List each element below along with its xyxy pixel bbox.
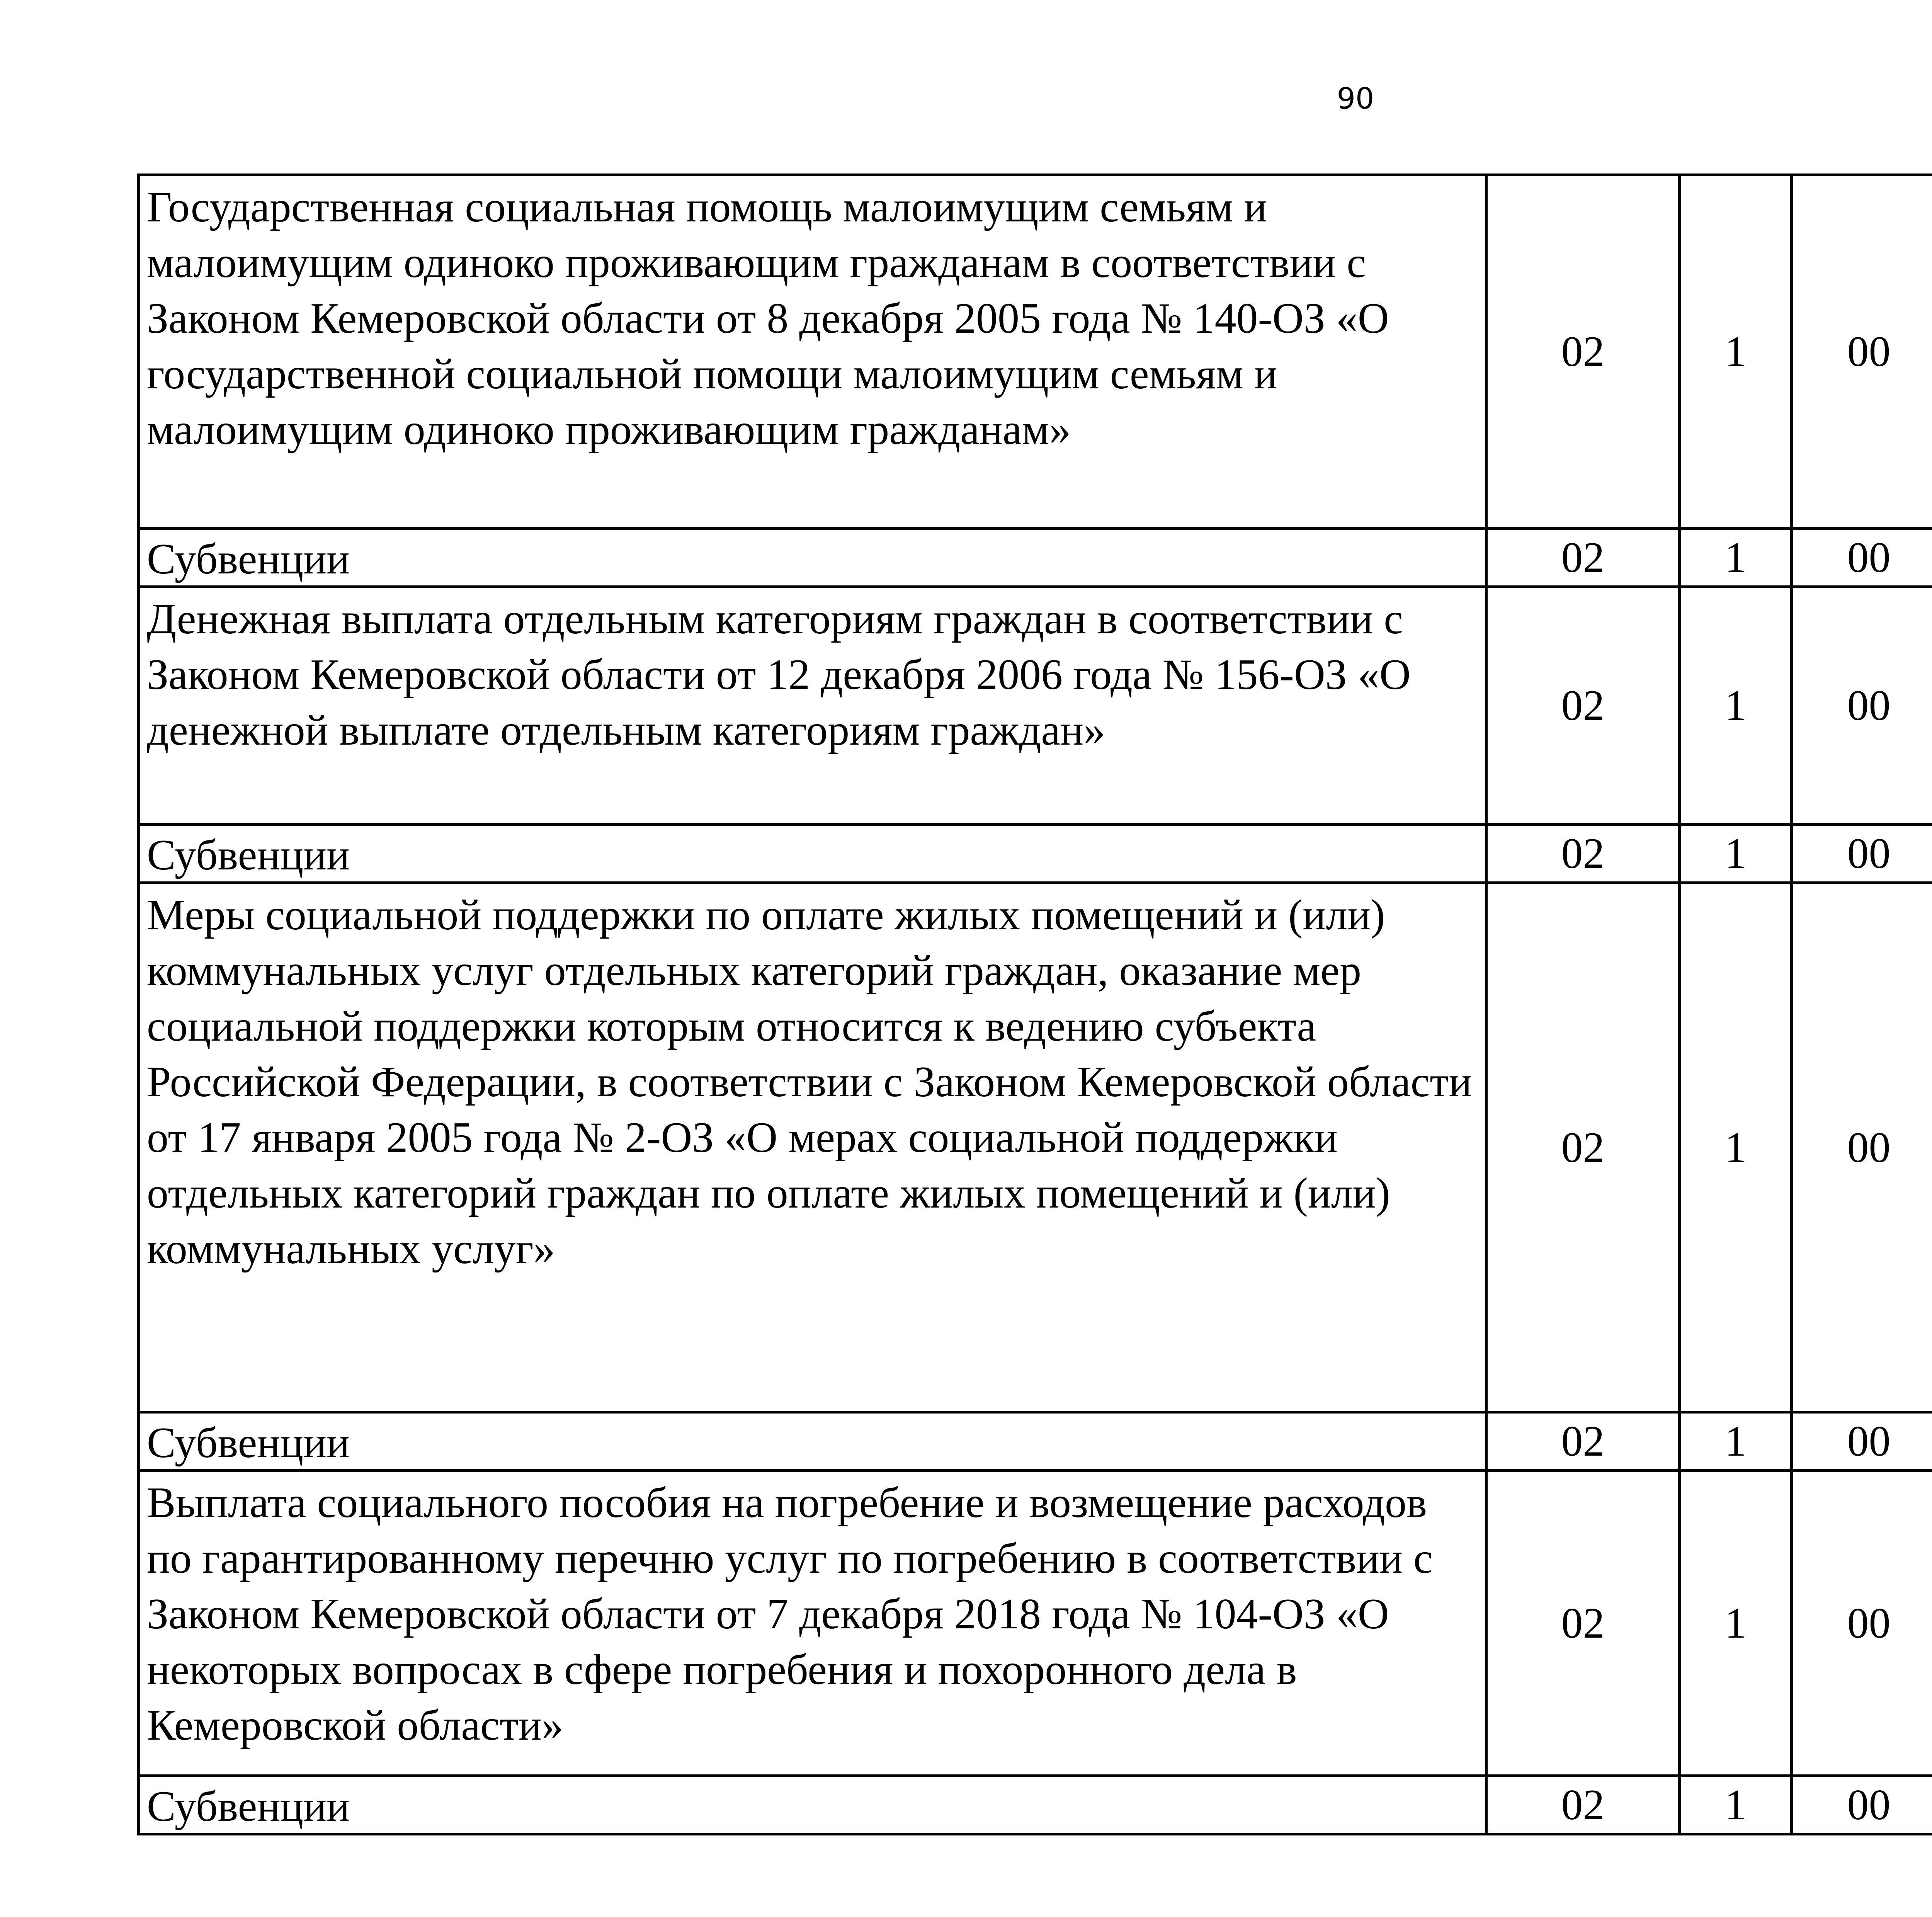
table-row — [139, 587, 1932, 825]
main-activity-code: 00 — [1792, 883, 1932, 1412]
program-code: 02 — [1486, 175, 1680, 529]
page-number: 90 — [1337, 81, 1374, 116]
table-row — [139, 1776, 1932, 1834]
table-row — [139, 529, 1932, 587]
subprogram-code: 1 — [1680, 1412, 1792, 1471]
main-activity-code: 00 — [1792, 1776, 1932, 1834]
main-activity-code: 00 — [1792, 529, 1932, 587]
subprogram-code: 1 — [1680, 825, 1792, 883]
row-name: Денежная выплата отдельным категориям граждан в соответствии с Законом Кемеровской области от 12 декабря 2006 года № 156-ОЗ «О денежной выплате отдельным категориям граждан» — [139, 587, 1486, 825]
subprogram-code: 1 — [1680, 1776, 1792, 1834]
program-code: 02 — [1486, 883, 1680, 1412]
subprogram-code: 1 — [1680, 1471, 1792, 1776]
main-activity-code: 00 — [1792, 825, 1932, 883]
row-name: Субвенции — [139, 825, 1486, 883]
main-activity-code: 00 — [1792, 587, 1932, 825]
table-row — [139, 883, 1932, 1412]
budget-table — [137, 173, 1932, 1835]
row-name: Государственная социальная помощь малоимущим семьям и малоимущим одиноко проживающим гражданам в соответствии с Законом Кемеровской области от 8 декабря 2005 года № 140-ОЗ «О государственной социальной помощи малоимущим семьям и малоимущим одиноко проживающим гражданам» — [139, 175, 1486, 529]
subprogram-code: 1 — [1680, 883, 1792, 1412]
main-activity-code: 00 — [1792, 175, 1932, 529]
row-name: Меры социальной поддержки по оплате жилых помещений и (или) коммунальных услуг отдельных категорий граждан, оказание мер социальной поддержки которым относится к ведению субъекта Российской Федерации, в соответствии с Законом Кемеровской области от 17 января 2005 года № 2-ОЗ «О мерах социальной поддержки отдельных категорий граждан по оплате жилых помещений и (или) коммунальных услуг» — [139, 883, 1486, 1412]
table-row — [139, 175, 1932, 529]
row-name: Субвенции — [139, 529, 1486, 587]
subprogram-code: 1 — [1680, 175, 1792, 529]
table-row — [139, 825, 1932, 883]
row-name: Выплата социального пособия на погребение и возмещение расходов по гарантированному перечню услуг по погребению в соответствии с Законом Кемеровской области от 7 декабря 2018 года № 104-ОЗ «О некоторых вопросах в сфере погребения и похоронного дела в Кемеровской области» — [139, 1471, 1486, 1776]
program-code: 02 — [1486, 825, 1680, 883]
program-code: 02 — [1486, 1776, 1680, 1834]
subprogram-code: 1 — [1680, 587, 1792, 825]
main-activity-code: 00 — [1792, 1471, 1932, 1776]
table-row — [139, 1471, 1932, 1776]
table-row — [139, 1412, 1932, 1471]
program-code: 02 — [1486, 1412, 1680, 1471]
program-code: 02 — [1486, 529, 1680, 587]
subprogram-code: 1 — [1680, 529, 1792, 587]
row-name: Субвенции — [139, 1776, 1486, 1834]
row-name: Субвенции — [139, 1412, 1486, 1471]
main-activity-code: 00 — [1792, 1412, 1932, 1471]
program-code: 02 — [1486, 587, 1680, 825]
program-code: 02 — [1486, 1471, 1680, 1776]
